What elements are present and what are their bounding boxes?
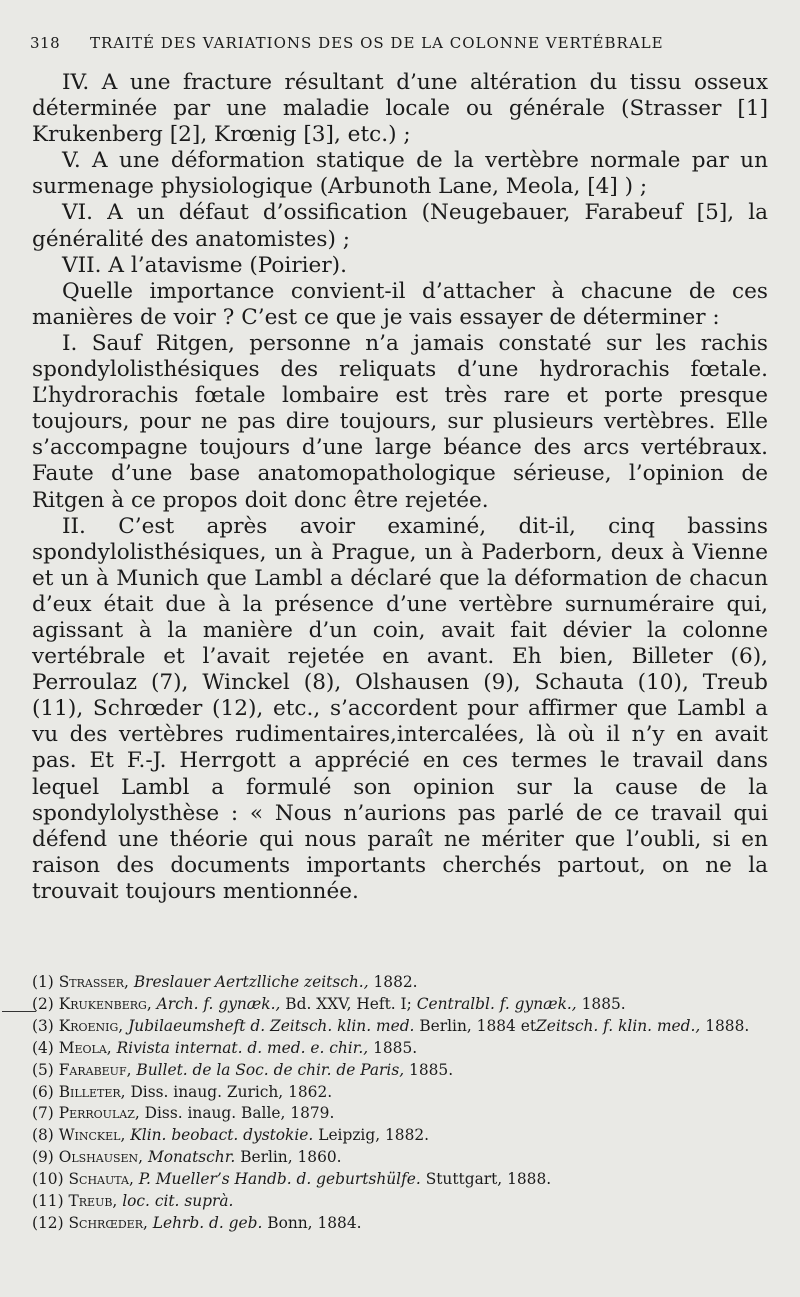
footnote-author: Meola,	[58, 1038, 112, 1057]
footnote	[32, 1147, 768, 1169]
footnote-title: Lehrb. d. geb.	[152, 1213, 263, 1232]
footnote	[32, 1125, 768, 1147]
main-text	[32, 70, 768, 905]
footnote	[32, 1103, 768, 1125]
paragraph: IV. A une fracture résultant d’une altération du tissu osseux déterminée par une maladie locale ou générale (Strasser [1] Krukenberg [2], Krœnig [3], etc.) ;	[32, 70, 768, 148]
footnote-details: Diss. inaug. Zurich, 1862.	[130, 1082, 333, 1101]
footnote	[32, 1060, 768, 1082]
footnote	[32, 1213, 768, 1235]
footnote-author: Treub,	[68, 1192, 118, 1211]
footnote-details: Diss. inaug. Balle, 1879.	[144, 1104, 335, 1123]
footnote-title: Jubilaeumsheft d. Zeitsch. klin. med.	[128, 1016, 415, 1035]
footnote-details: Berlin, 1884 et	[419, 1016, 537, 1035]
running-title: TRAITÉ DES VARIATIONS DES OS DE LA COLONNE VERTÉBRALE	[90, 34, 664, 52]
footnote-number: (1)	[32, 973, 54, 991]
footnote-number: (5)	[32, 1060, 54, 1079]
footnote-author: Krukenberg,	[58, 994, 152, 1013]
footnote-number: (6)	[32, 1082, 54, 1101]
footnote-number: (7)	[32, 1104, 54, 1123]
footnote-details: 1885.	[409, 1060, 454, 1079]
footnote-author: Winckel,	[58, 1126, 126, 1145]
margin-mark	[2, 1011, 36, 1012]
footnote	[32, 994, 768, 1016]
footnote	[32, 1082, 768, 1104]
footnote-details: Berlin, 1860.	[240, 1148, 342, 1167]
paragraph: Quelle importance convient-il d’attacher à chacune de ces manières de voir ? C’est ce que je vais essayer de déterminer :	[32, 278, 768, 330]
footnote	[32, 1191, 768, 1213]
footnote-number: (4)	[32, 1038, 54, 1057]
footnote-author: Kroenig,	[58, 1016, 124, 1035]
footnote-title: Zeitsch. f. klin. med.,	[536, 1016, 701, 1035]
footnote-details: Leipzig, 1882.	[318, 1126, 430, 1145]
footnote-title: Arch. f. gynæk.,	[156, 994, 281, 1013]
footnote-details: Stuttgart, 1888.	[425, 1170, 552, 1189]
paragraph: I. Sauf Ritgen, personne n’a jamais constaté sur les rachis spondylolisthésiques des reliquats d’une hydrorachis fœtale. L’hydrorachis fœtale lombaire est très rare et porte presque toujours, pour ne pas dire toujours, sur plusieurs vertèbres. Elle s’accompagne toujours d’une large béance des arcs vertébraux. Faute d’une base anatomopathologique sérieuse, l’opinion de Ritgen à ce propos doit donc être rejetée.	[32, 330, 768, 513]
footnote-author: Farabeuf,	[58, 1060, 132, 1079]
footnote-number: (3)	[32, 1016, 54, 1035]
footnote-number: (8)	[32, 1126, 54, 1145]
footnote-author: Schrœder,	[68, 1213, 148, 1232]
footnote-title: Monatschr.	[147, 1148, 236, 1167]
footnote-details: Bonn, 1884.	[267, 1213, 362, 1232]
footnote-title: loc. cit. suprà.	[122, 1192, 234, 1211]
footnote-author: Schauta,	[68, 1170, 134, 1189]
footnote-details: 1885.	[581, 994, 626, 1013]
footnote-number: (9)	[32, 1148, 54, 1167]
footnote	[32, 1038, 768, 1060]
footnote-title: Bullet. de la Soc. de chir. de Paris,	[136, 1060, 405, 1079]
footnotes	[32, 972, 768, 1235]
footnote-details: 1885.	[373, 1038, 418, 1057]
paragraph: II. C’est après avoir examiné, dit-il, cinq bassins spondylolisthésiques, un à Prague, un à Paderborn, deux à Vienne et un à Munich que Lambl a déclaré que la déformation de chacun d’eux était due à la présence d’une vertèbre surnuméraire qui, agissant à la manière d’un coin, avait fait dévier la colonne vertébrale et l’avait rejetée en avant. Eh bien, Billeter (6), Perroulaz (7), Winckel (8), Olshausen (9), Schauta (10), Treub (11), Schrœder (12), etc., s’accordent pour affirmer que Lambl a vu des vertèbres rudimentaires,intercalées, là où il n’y en avait pas. Et F.-J. Herrgott a apprécié en ces termes le travail dans lequel Lambl a formulé son opinion sur la cause de la spondylolysthèse : « Nous n’aurions pas parlé de ce travail qui défend une théorie qui nous paraît ne mériter que l’oubli, si en raison des documents importants cherchés partout, on ne la trouvait toujours mentionnée.	[32, 513, 768, 904]
footnote-author: Strasser,	[58, 973, 129, 991]
footnote-title: P. Mueller’s Handb. d. geburtshülfe.	[138, 1170, 421, 1189]
page-number: 318	[30, 34, 61, 52]
footnote-number: (10)	[32, 1170, 64, 1189]
footnote-number: (2)	[32, 994, 54, 1013]
footnote-title: Breslauer Aertzlliche zeitsch.,	[133, 973, 369, 991]
footnote	[32, 1169, 768, 1191]
paragraph: VII. A l’atavisme (Poirier).	[62, 252, 347, 278]
footnote-details: Bd. XXV, Heft. I;	[285, 994, 412, 1013]
footnote-title: Klin. beobact. dystokie.	[130, 1126, 314, 1145]
footnote-details: 1888.	[705, 1016, 750, 1035]
footnote-number: (11)	[32, 1192, 64, 1211]
footnote-title: Centralbl. f. gynæk.,	[416, 994, 577, 1013]
footnote-author: Perroulaz,	[58, 1104, 140, 1123]
footnote-details: 1882.	[373, 973, 418, 991]
paragraph: VI. A un défaut d’ossification (Neugebauer, Farabeuf [5], la généralité des anatomistes) ;	[32, 200, 768, 252]
footnote-number: (12)	[32, 1213, 64, 1232]
footnote	[32, 972, 768, 994]
footnote-author: Olshausen,	[58, 1148, 144, 1167]
footnote-author: Billeter,	[58, 1082, 126, 1101]
paragraph: V. A une déformation statique de la vertèbre normale par un surmenage physiologique (Arbunoth Lane, Meola, [4] ) ;	[32, 148, 768, 200]
footnote	[32, 1016, 768, 1038]
footnote-title: Rivista internat. d. med. e. chir.,	[116, 1038, 369, 1057]
